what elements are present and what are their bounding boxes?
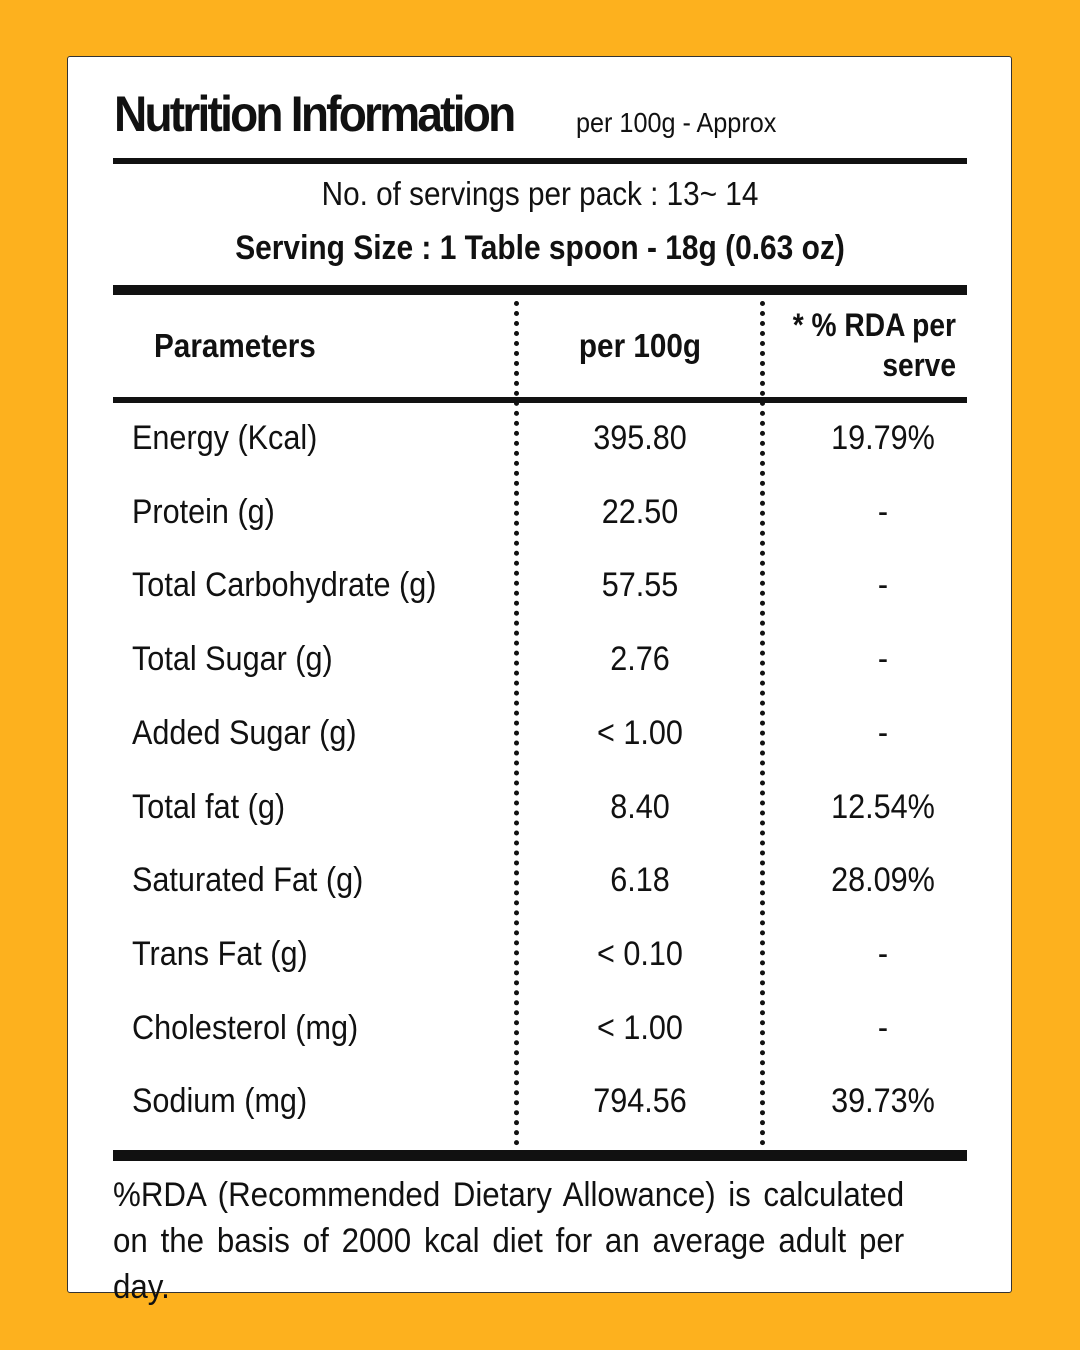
nutrient-per-100g: < 1.00 — [597, 713, 683, 752]
table-row — [68, 770, 1013, 844]
nutrient-rda: - — [877, 566, 889, 605]
page-title: Nutrition Information — [114, 86, 514, 142]
nutrient-rda: 39.73% — [831, 1082, 935, 1121]
table-row — [68, 917, 1013, 991]
nutrient-per-100g: 794.56 — [593, 1082, 687, 1121]
nutrient-rda: 12.54% — [831, 787, 935, 826]
nutrient-name: Saturated Fat (g) — [132, 861, 364, 900]
nutrient-name: Trans Fat (g) — [132, 934, 308, 973]
table-row — [68, 401, 1013, 475]
table-row — [68, 548, 1013, 622]
nutrient-name: Total Carbohydrate (g) — [132, 566, 437, 605]
rda-footnote: %RDA (Recommended Dietary Allowance) is calculated on the basis of 2000 kcal diet for an average adult per day. — [113, 1176, 905, 1306]
nutrient-rda: - — [877, 713, 889, 752]
nutrient-per-100g: 57.55 — [601, 566, 679, 605]
nutrient-per-100g: 2.76 — [610, 640, 670, 679]
nutrition-card — [67, 56, 1012, 1306]
nutrient-name: Total Sugar (g) — [132, 640, 333, 679]
nutrient-per-100g: 8.40 — [610, 787, 670, 826]
nutrient-per-100g: 6.18 — [610, 861, 670, 900]
table-row — [68, 475, 1013, 549]
serving-size: Serving Size : 1 Table spoon - 18g (0.63 oz) — [235, 229, 845, 267]
column-header-parameters: Parameters — [154, 327, 316, 364]
table-bottom-divider — [113, 1150, 967, 1161]
nutrient-rda: - — [877, 492, 889, 531]
nutrient-per-100g: < 1.00 — [597, 1008, 683, 1047]
nutrient-name: Cholesterol (mg) — [132, 1008, 359, 1047]
table-row — [68, 622, 1013, 696]
table-row — [68, 991, 1013, 1065]
nutrient-rda: 28.09% — [831, 861, 935, 900]
title-divider — [113, 158, 967, 164]
table-row — [68, 843, 1013, 917]
nutrient-name: Protein (g) — [132, 492, 275, 531]
nutrient-per-100g: < 0.10 — [597, 934, 683, 973]
nutrient-name: Sodium (mg) — [132, 1082, 308, 1121]
table-top-divider — [113, 285, 967, 295]
nutrient-rda: - — [877, 1008, 889, 1047]
nutrient-per-100g: 22.50 — [601, 492, 679, 531]
nutrient-name: Total fat (g) — [132, 787, 286, 826]
nutrient-name: Energy (Kcal) — [132, 419, 318, 457]
table-row — [68, 696, 1013, 770]
nutrient-rda: - — [877, 640, 889, 679]
nutrient-per-100g: 395.80 — [593, 419, 687, 457]
nutrient-rda: - — [877, 934, 889, 973]
column-header-per-100g: per 100g — [578, 327, 702, 364]
title-qualifier: per 100g - Approx — [576, 107, 777, 138]
nutrient-rda: 19.79% — [831, 419, 935, 457]
column-header-rda: * % RDA per serve — [792, 307, 956, 383]
table-row — [68, 1064, 1013, 1138]
servings-per-pack: No. of servings per pack : 13~ 14 — [321, 175, 759, 212]
nutrient-name: Added Sugar (g) — [132, 713, 357, 752]
